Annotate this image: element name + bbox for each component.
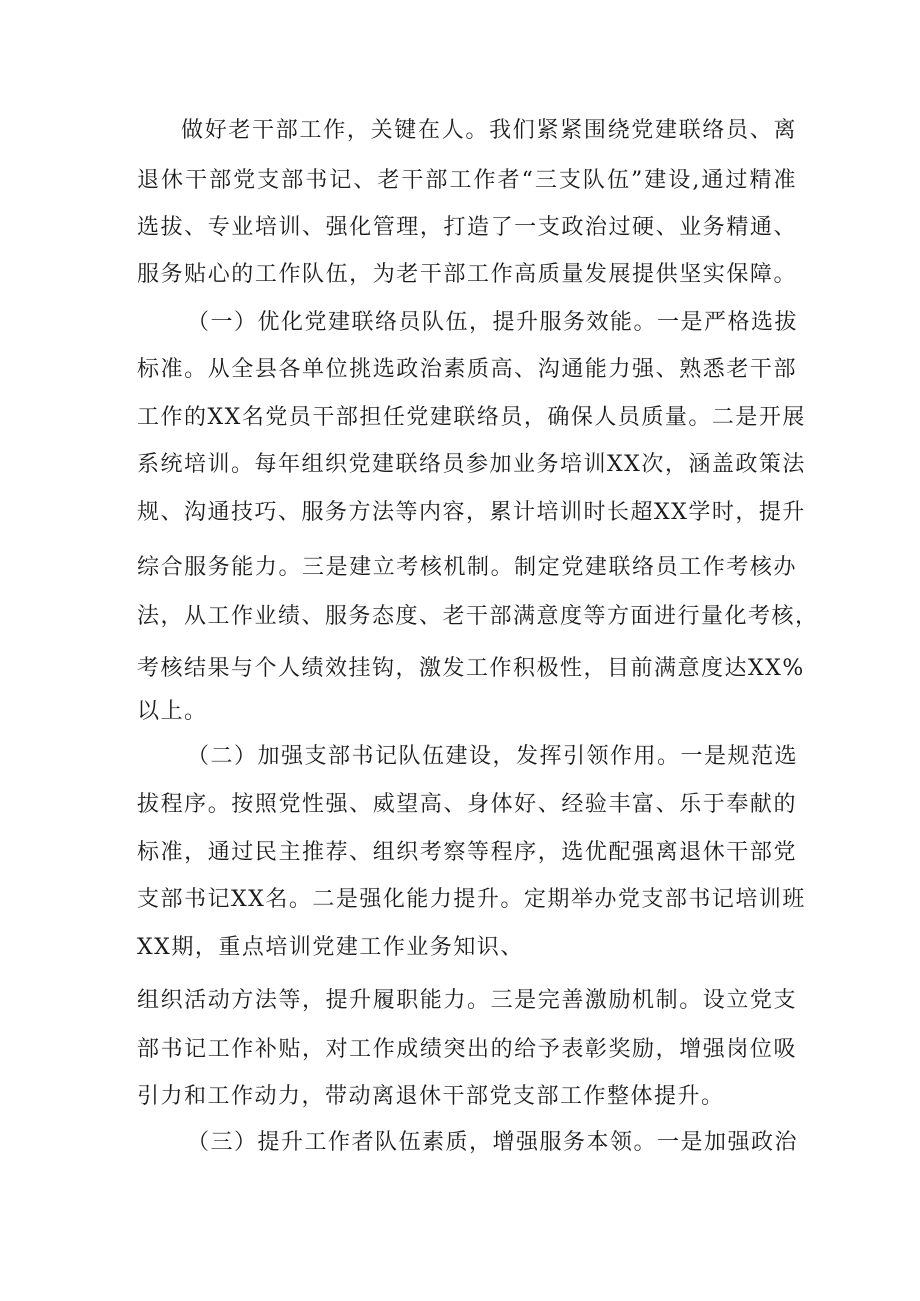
intro-paragraph-line-1: 做好老干部工作，关键在人。我们紧紧围绕党建联络员、离 — [181, 118, 797, 143]
section-two-line-8: 引力和工作动力，带动离退休干部党支部工作整体提升。 — [137, 1084, 725, 1109]
section-one-line-7: 法，从工作业绩、服务态度、老干部满意度等方面进行量化考核， — [137, 604, 819, 629]
section-two-line-5: XX期，重点培训党建工作业务知识、 — [137, 935, 524, 960]
section-three-line-1: （三）提升工作者队伍素质，增强服务本领。一是加强政治 — [187, 1130, 799, 1155]
section-two-line-6: 组织活动方法等，提升履职能力。三是完善激励机制。设立党支 — [137, 988, 797, 1013]
section-one-line-6: 综合服务能力。三是建立考核机制。制定党建联络员工作考核办 — [137, 555, 797, 580]
intro-paragraph-line-4: 服务贴心的工作队伍，为老干部工作高质量发展提供坚实保障。 — [137, 262, 797, 287]
section-one-line-5: 规、沟通技巧、服务方法等内容，累计培训时长超XX学时，提升 — [137, 500, 806, 525]
section-two-line-2: 拔程序。按照党性强、威望高、身体好、经验丰富、乐于奉献的 — [137, 792, 797, 817]
intro-paragraph-line-3: 选拔、专业培训、强化管理，打造了一支政治过硬、业务精通、 — [137, 215, 797, 240]
section-two-line-1: （二）加强支部书记队伍建设，发挥引领作用。一是规范选 — [187, 744, 799, 769]
section-one-line-8: 考核结果与个人绩效挂钩，激发工作积极性，目前满意度达XX% — [137, 656, 805, 681]
intro-paragraph-line-2: 退休干部党支部书记、老干部工作者“三支队伍”建设,通过精准 — [137, 168, 797, 193]
section-one-line-4: 系统培训。每年组织党建联络员参加业务培训XX次，涵盖政策法 — [137, 452, 806, 477]
section-one-line-1: （一）优化党建联络员队伍，提升服务效能。一是严格选拔 — [187, 310, 799, 335]
section-one-line-2: 标准。从全县各单位挑选政治素质高、沟通能力强、熟悉老干部 — [137, 357, 797, 382]
section-two-line-3: 标准，通过民主推荐、组织考察等程序，选优配强离退休干部党 — [137, 840, 797, 865]
section-two-line-7: 部书记工作补贴，对工作成绩突出的给予表彰奖励，增强岗位吸 — [137, 1037, 797, 1062]
section-one-line-3: 工作的XX名党员干部担任党建联络员，确保人员质量。二是开展 — [137, 405, 806, 430]
section-two-line-4: 支部书记XX名。二是强化能力提升。定期举办党支部书记培训班 — [137, 887, 806, 912]
section-one-line-9: 以上。 — [137, 699, 208, 724]
